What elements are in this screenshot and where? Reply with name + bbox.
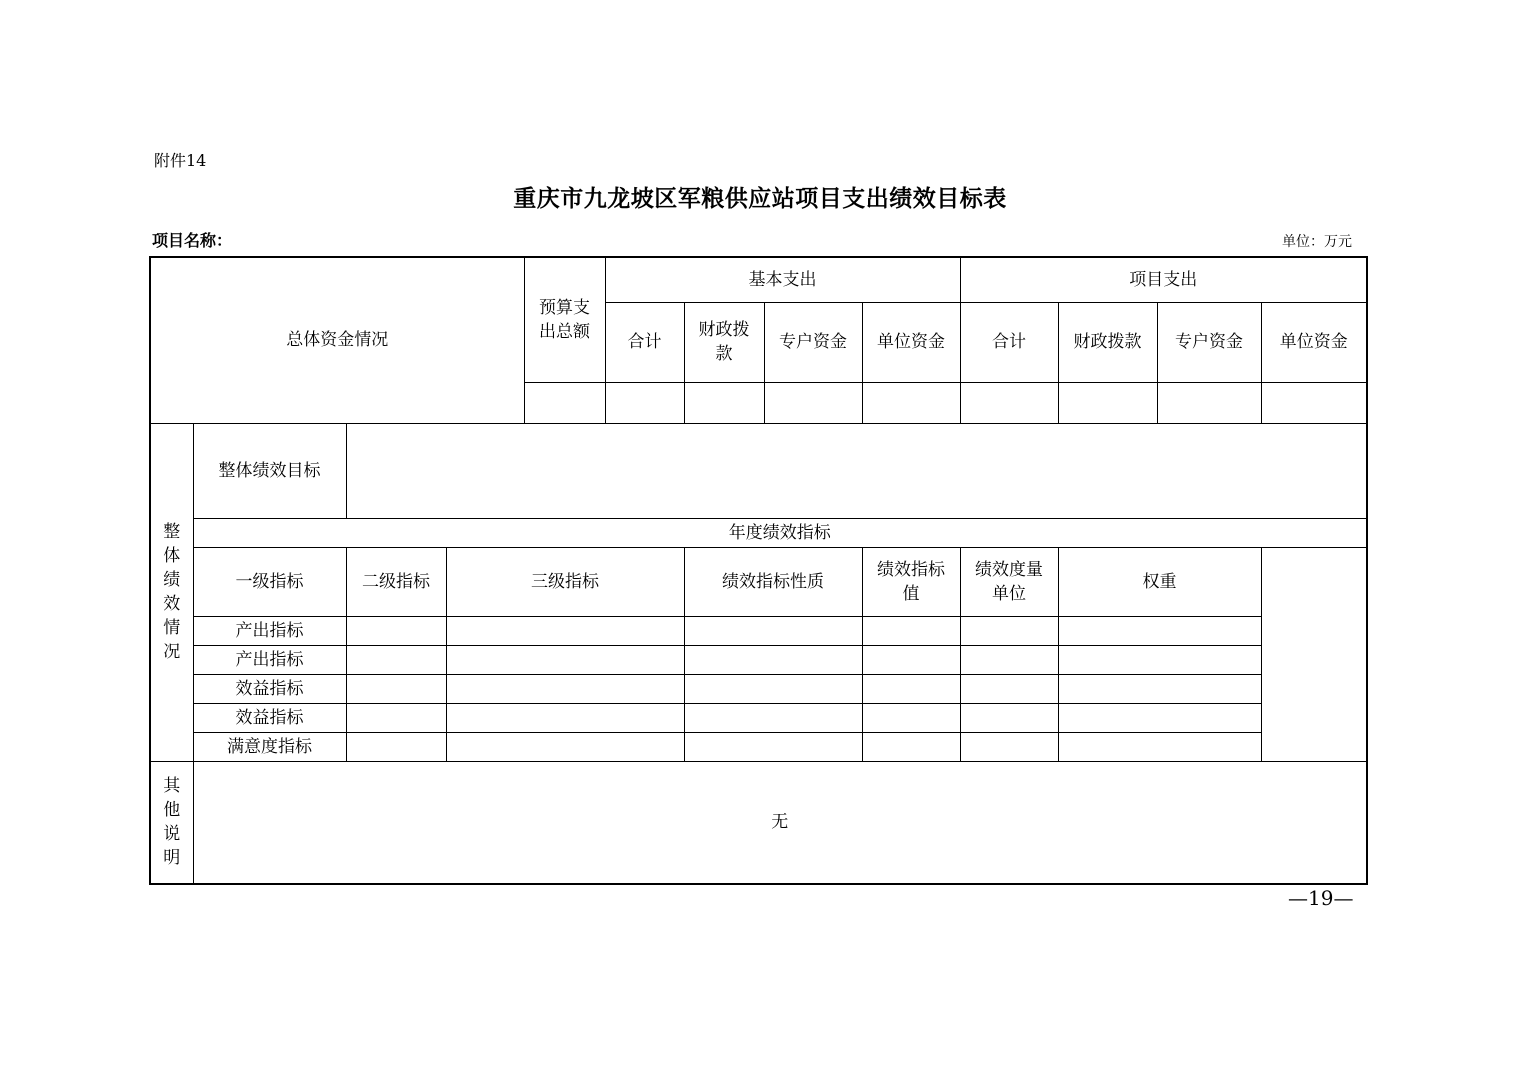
- basic-fiscal-value[interactable]: [684, 382, 764, 423]
- level2-cell[interactable]: [346, 703, 446, 732]
- measure-unit-cell[interactable]: [960, 616, 1058, 645]
- level1-header: 一级指标: [193, 547, 346, 616]
- basic-unit-value[interactable]: [862, 382, 960, 423]
- basic-total-value[interactable]: [605, 382, 684, 423]
- page-number: —19—: [1288, 886, 1354, 910]
- nature-header: 绩效指标性质: [684, 547, 862, 616]
- value-header: 绩效指标值: [862, 547, 960, 616]
- nature-cell[interactable]: [684, 674, 862, 703]
- weight-cell[interactable]: [1058, 703, 1261, 732]
- level2-header: 二级指标: [346, 547, 446, 616]
- performance-target-table: [149, 256, 1368, 885]
- weight-cell[interactable]: [1058, 645, 1261, 674]
- level1-cell: 产出指标: [193, 645, 346, 674]
- level1-cell: 满意度指标: [193, 732, 346, 761]
- table-row: [150, 732, 1367, 761]
- level2-cell[interactable]: [346, 674, 446, 703]
- overall-goal-value[interactable]: [346, 423, 1367, 518]
- table-row: [150, 645, 1367, 674]
- value-cell[interactable]: [862, 674, 960, 703]
- measure-unit-cell[interactable]: [960, 732, 1058, 761]
- level2-cell[interactable]: [346, 732, 446, 761]
- overall-funds-label: 总体资金情况: [150, 257, 524, 423]
- page-title: 重庆市九龙坡区军粮供应站项目支出绩效目标表: [513, 185, 1007, 212]
- level1-cell: 效益指标: [193, 674, 346, 703]
- measure-unit-header: 绩效度量单位: [960, 547, 1058, 616]
- level3-cell[interactable]: [446, 703, 684, 732]
- overall-goal-label: 整体绩效目标: [193, 423, 346, 518]
- level1-cell: 产出指标: [193, 616, 346, 645]
- project-unit-header: 单位资金: [1261, 302, 1367, 382]
- weight-header: 权重: [1058, 547, 1261, 616]
- value-cell[interactable]: [862, 732, 960, 761]
- level3-cell[interactable]: [446, 645, 684, 674]
- other-notes-side-label: 其他说明: [150, 761, 193, 884]
- table-row: [150, 616, 1367, 645]
- project-unit-value[interactable]: [1261, 382, 1367, 423]
- basic-expense-label: 基本支出: [605, 257, 960, 302]
- level3-cell[interactable]: [446, 732, 684, 761]
- basic-special-value[interactable]: [764, 382, 862, 423]
- level2-cell[interactable]: [346, 645, 446, 674]
- project-total-value[interactable]: [960, 382, 1058, 423]
- project-expense-label: 项目支出: [960, 257, 1367, 302]
- nature-cell[interactable]: [684, 616, 862, 645]
- value-cell[interactable]: [862, 616, 960, 645]
- basic-fiscal-header: 财政拨款: [684, 302, 764, 382]
- overall-performance-side-label: 整体绩效情况: [150, 423, 193, 761]
- project-special-value[interactable]: [1157, 382, 1261, 423]
- level3-header: 三级指标: [446, 547, 684, 616]
- value-cell[interactable]: [862, 703, 960, 732]
- attachment-label: 附件14: [154, 151, 207, 170]
- value-cell[interactable]: [862, 645, 960, 674]
- nature-cell[interactable]: [684, 732, 862, 761]
- weight-cell[interactable]: [1058, 732, 1261, 761]
- unit-label: 单位：万元: [1282, 234, 1352, 250]
- measure-unit-cell[interactable]: [960, 703, 1058, 732]
- level2-cell[interactable]: [346, 616, 446, 645]
- budget-total-value[interactable]: [524, 382, 605, 423]
- measure-unit-cell[interactable]: [960, 645, 1058, 674]
- nature-cell[interactable]: [684, 703, 862, 732]
- level1-cell: 效益指标: [193, 703, 346, 732]
- project-total-header: 合计: [960, 302, 1058, 382]
- other-notes-value[interactable]: 无: [193, 761, 1367, 884]
- annual-indicators-label: 年度绩效指标: [193, 518, 1367, 547]
- table-row: [150, 674, 1367, 703]
- basic-unit-header: 单位资金: [862, 302, 960, 382]
- weight-cell[interactable]: [1058, 616, 1261, 645]
- budget-total-label: 预算支出总额: [524, 257, 605, 382]
- basic-special-header: 专户资金: [764, 302, 862, 382]
- measure-unit-cell[interactable]: [960, 674, 1058, 703]
- project-special-header: 专户资金: [1157, 302, 1261, 382]
- level3-cell[interactable]: [446, 674, 684, 703]
- project-name-label: 项目名称：: [152, 231, 233, 250]
- level3-cell[interactable]: [446, 616, 684, 645]
- project-fiscal-header: 财政拨款: [1058, 302, 1157, 382]
- basic-total-header: 合计: [605, 302, 684, 382]
- weight-cell[interactable]: [1058, 674, 1261, 703]
- table-row: [150, 703, 1367, 732]
- project-fiscal-value[interactable]: [1058, 382, 1157, 423]
- nature-cell[interactable]: [684, 645, 862, 674]
